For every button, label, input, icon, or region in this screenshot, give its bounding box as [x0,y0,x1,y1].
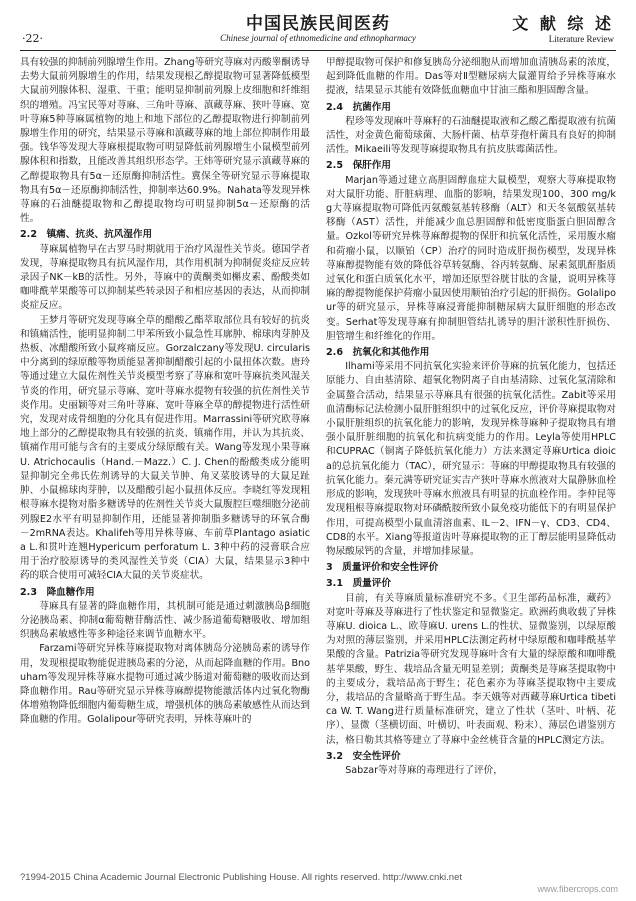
paragraph: Sabzar等对荨麻的毒理进行了评价， [345,764,503,776]
paragraph: 具有较强的抑制前列腺增生作用。Zhang等研究荨麻对丙酸睾酮诱导去势大鼠前列腺增生的作用，结果发现根乙醇提取物可显著降低模型大鼠前列腺体积、湿重、干重；能明显抑制前列腺上皮细胞和纤维组织的增殖。冯宝民等对荨麻、三角叶荨麻、滇藏荨麻、狭叶荨麻、宽叶荨麻5种荨麻属植物的地上和地下部位的乙醇提取物进行抑制前列腺增生作用的研究，结果显示荨麻和滇藏荨麻的地上部位抑制作用最强。钱华等发现大荨麻根提取物可明显降低前列腺增生小鼠模型前列腺体积和指数，且能改善其组织形态学。王炜等研究显示滇藏荨麻的乙醇提取物具有5α－还原酶抑制活性。冀保全等研究显示荨麻提取物具有5α－还原酶抑制活性，抑制率达60.9%。Nahata等发现异株荨麻的石油醚提取物和乙醇提取物均可明显抑制5α－还原酶的活性。 [20,57,310,225]
paragraph: Ilhami等采用不同抗氧化实验来评价荨麻的抗氧化能力，包括还原能力、自由基清除、超氧化物阴离子自由基清除、过氧化氢清除和金属螯合活动，结果显示荨麻具有很强的抗氧化活性。Zabit等采用血清酶标记法检测小鼠肝脏组织中的过氧化反应，评价荨麻提取物对小鼠肝脏组织的抗氧化能力的影响，发现异株荨麻种子提取物具有增强小鼠肝脏细胞的抗氧化和抗病变能力的作用。Leyla等使用HPLC和CUPRAC（铜离子降低抗氧化能力）方法来测定荨麻Urtica dioica的总抗氧化能力（TAC），研究显示：荨麻的甲醇提取物具有较强的抗氧化能力。秦元满等研究证实吉产狭叶荨麻水煎液对大鼠静脉血栓形成的影响，发现狭叶荨麻水煎液具有明显的抗血栓作用。李仲昆等发现粗根荨麻提取物对环磷酰胺所致小鼠免疫功能低下的有明显保护作用，可提高模型小鼠血清溶血素、IL－2、IFN－γ、CD3、CD4、CD8的水平。Xiang等报道齿叶荨麻提取物的正丁醇层能明显降低动物尿酸尿钙的含量，并增加排尿量。 [326,361,616,557]
paragraph: Farzami等研究异株荨麻提取物对离体胰岛分泌胰岛素的诱导作用，发现根提取物能促进胰岛素的分泌，从而起降血糖的作用。Bnouham等发现异株荨麻水提物可通过减少肠道对葡萄糖的吸收而达到降血糖作用。Rau等研究显示异株荨麻醇提物能激活体内过氧化物酶体增殖物降低细胞内葡萄糖生成，增强机体的胰岛素敏感性从而达到降血糖的作用。Golalipour等研究表明，异株荨麻叶的 [20,643,310,726]
section-heading: 2.4 抗菌作用 [326,101,391,113]
paragraph: 程珍等发现麻叶荨麻籽的石油醚提取液和乙酸乙酯提取液有抗菌活性，对金黄色葡萄球菌、大肠杆菌、枯草芽孢杆菌具有良好的抑制活性。Mikaeili等发现荨麻提取物具有抗皮肤霉菌活性。 [326,115,616,156]
paragraph: 荨麻属植物早在古罗马时期就用于治疗风湿性关节炎。德国学者发现，荨麻提取物具有抗风湿作用，其作用机制为抑制促炎症反应转录因子NK－kB的活性。另外，荨麻中的黄酮类如槲皮素、酚酸类如咖啡酰苹果酸等可以抑制某些转录因子和相应基因的表达，从而抑制炎症反应。 [20,243,310,312]
section-heading: 2.2 镇痛、抗炎、抗风湿作用 [20,229,153,241]
section-heading: 3.1 质量评价 [326,578,391,590]
left-column [20,56,310,864]
section-heading: 2.6 抗氧化和其他作用 [326,347,430,359]
paragraph: 甲醇提取物可保护和修复胰岛分泌细胞从而增加血清胰岛素的浓度，起到降低血糖的作用。Das等对Ⅱ型糖尿病大鼠灌胃给予异株荨麻水提液，结果显示其能有效降低血糖血中甘油三酯和胆固醇含量。 [326,57,616,97]
paragraph: 王梦月等研究发现荨麻全草的醋酸乙酯萃取部位具有较好的抗炎和镇痛活性，能明显抑制二甲苯所致小鼠急性耳廓肿、棉球肉芽肿及热板、冰醋酸所致小鼠疼痛反应。Gorzalczany等发现U. circularis中分离到的绿原酸等物质能显著抑制醋酸引起的小鼠扭体次数。唐玲等通过建立大鼠佐剂性关节炎模型考察了荨麻和宽叶荨麻抗类风湿关节炎的作用，研究显示荨麻、宽叶荨麻水提物有较强的抗佐剂性关节炎作用。史丽颖等对三角叶荨麻、宽叶荨麻全草的醇提物进行活性研究，发现对成骨细胞的分化具有促进作用。Marrassini等研究欧荨麻地上部分的乙醇提取物具有较强的抗炎、镇痛作用，并认为其抗炎、镇痛作用可能与含有的主要成分绿原酸有关。Wang等发现小果荨麻U. Atrichocaulis（Hand.－Mazz.）C. J. Chen的酚酸类成分能明显抑制完全弗氏佐剂诱导的大鼠关节肿、角叉菜胶诱导的大鼠足趾肿、小鼠棉球肉芽肿，以及醋酸引起小鼠扭体反应。李晓红等发现粗根荨麻水提物对脂多糖诱导的佐剂性关节炎大鼠腹腔巨噬细胞分泌前列腺E2水平有明显抑制作用，还能显著抑制脂多糖诱导的环氧合酶－2mRNA表达。Khalifeh等用异株荨麻、车前草Plantago asiatica L.和贯叶连翘Hypericum perforatum L. 3种中药的浸膏联合应用于治疗胶原诱导的类风湿性关节炎（CIA）大鼠，结果显示3种中药的联合使用可减轻CIA大鼠的关节炎症状。 [20,314,310,582]
right-column [326,56,616,864]
section-title-en: Literature Review [548,34,614,44]
header-rule [20,50,616,51]
paragraph: 目前，有关荨麻质量标准研究不多。《卫生部药品标准，藏药》对宽叶荨麻及荨麻进行了性状鉴定和显微鉴定。欧洲药典收载了异株荨麻U. dioica L.、欧荨麻U. urens L.的性状、显微鉴别，以绿原酸为对照的薄层鉴别，并采用HPLC法测定药材中绿原酸和咖啡酰基苹果酸的含量。Patrizia等研究发现荨麻叶含有大量的绿原酸和咖啡酰基苹果酸，野生、栽培品含量无明显差别；黄酮类是荨麻茎提取物中的主要成分，栽培品高于野生；花色素亦为荨麻茎提取物中主要成分，栽培品的含量略高于野生品。李天娥等对西藏荨麻Urtica tibetica W. T. Wang进行质量标准研究，建立了性状（茎叶、叶柄、花序）、显微（茎横切面、叶横切、叶表面观、粉末）、薄层色谱鉴别方法，格日勒其其格等建立了荨麻中金丝桃苷含量的HPLC测定方法。 [326,592,616,746]
page-header [0,0,636,56]
section-title-cn: 文 献 综 述 [512,14,614,33]
section-heading: 2.3 降血糖作用 [20,586,95,598]
page-number: ·22· [22,32,43,45]
journal-title-en: Chinese journal of ethnomedicine and ethnopharmacy [220,33,416,43]
paragraph: Marjan等通过建立高胆固醇血症大鼠模型，观察大荨麻提取物对大鼠肝功能、肝脏病理、血脂的影响，结果发现100、300 mg/kg大荨麻提取物可降低丙氨酸氨基转移酶（ALT）和天冬氨酸氨基转移酶（AST）活性，并能减少血总胆固醇和低密度脂蛋白胆固醇含量。Ozkol等研究异株荨麻醇提物的保肝和抗氧化活性，采用腹水瘤和荷瘤小鼠，以顺铂（CP）治疗的同时造成肝损伤模型，发现异株荨麻醇提物能有效的降低谷草转氨酶、谷丙转氨酶、尿素氮肌酐脂质过氧化和蛋白质氧化水平，增加还原型谷胱甘肽的含量，说明异株荨麻的醇提物能保护荷瘤小鼠因使用顺铂治疗引起的肝损伤。Golalipour等的研究显示，异株荨麻浸膏能抑制糖尿病大鼠肝细胞的形态改变。Serhat等发现荨麻有抑制胆管结扎诱导的胆汁淤积性肝损伤、胆管增生和纤维化的作用。 [326,174,616,342]
paragraph: 荨麻具有显著的降血糖作用，其机制可能是通过刺激胰岛β细胞分泌胰岛素、抑制α葡萄糖苷酶活性、减少肠道葡萄糖吸收、增加组织胰岛素敏感性等多种途径来调节血糖水平。 [20,600,310,641]
section-heading: 2.5 保肝作用 [326,160,391,172]
copyright-footer: ?1994-2015 China Academic Journal Electronic Publishing House. All rights reserved. http://www.cnki.net [20,872,462,883]
section-heading: 3.2 安全性评价 [326,750,401,762]
watermark-text: www.fibercrops.com [537,884,618,894]
journal-title-cn: 中国民族民间医药 [246,14,390,34]
section-heading: 3 质量评价和安全性评价 [326,562,439,574]
